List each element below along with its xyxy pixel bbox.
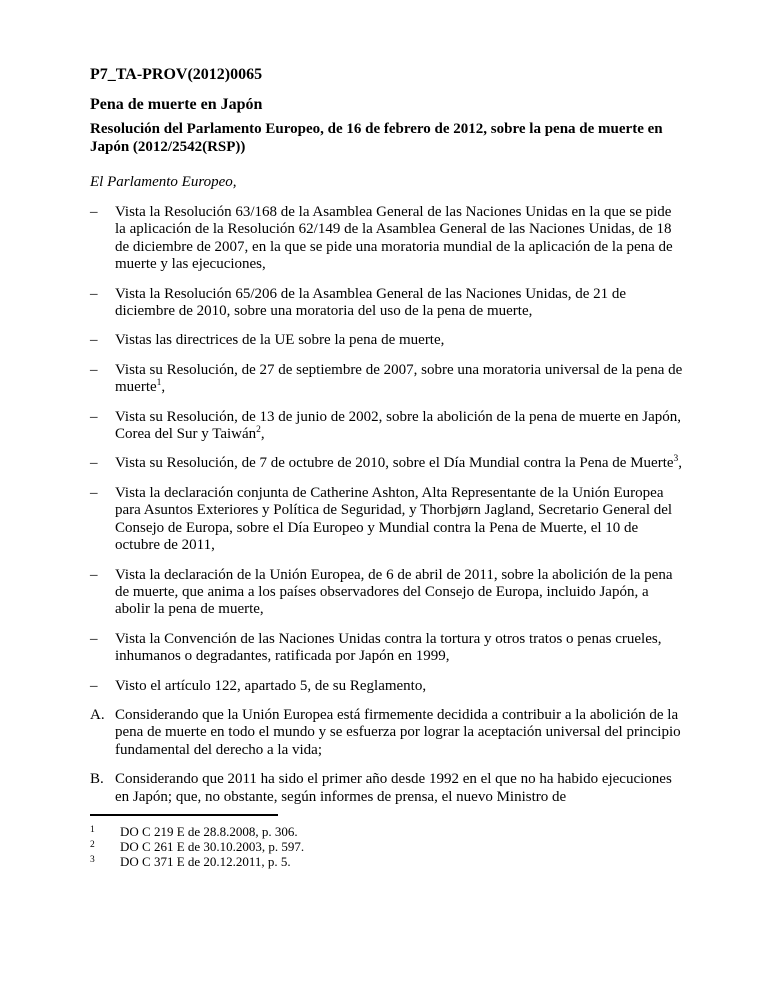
recitals-list: [90, 707, 685, 806]
footnote-number: 2: [90, 839, 95, 850]
footnote-text: DO C 219 E de 28.8.2008, p. 306.: [120, 823, 298, 839]
recital-item-b: [90, 771, 685, 806]
recital-marker: A.: [90, 706, 105, 723]
footnote-separator: [90, 814, 278, 816]
footnote-item: [90, 839, 685, 854]
dash-marker: –: [90, 285, 98, 302]
dash-marker: –: [90, 484, 98, 501]
footnote-ref-1: 1: [156, 378, 162, 389]
citation-text: Vista la declaración de la Unión Europea, de 6 de abril de 2011, sobre la abolición de la pena de muerte, que anima a los países observadores del Consejo de Europa, incluido Japón, a abolir la pena de muerte,: [115, 566, 673, 618]
recital-text: Considerando que 2011 ha sido el primer año desde 1992 en el que no ha habido ejecuciones en Japón; que, no obstante, según informes de prensa, el nuevo Ministro de: [115, 771, 672, 805]
footnote-item: [90, 824, 685, 839]
citation-item: [90, 678, 685, 695]
dash-marker: –: [90, 361, 98, 378]
citation-item: [90, 204, 685, 274]
footnote-text: DO C 261 E de 30.10.2003, p. 597.: [120, 838, 305, 854]
footnote-ref-3: 3: [673, 454, 679, 465]
footnote-number: 1: [90, 824, 95, 835]
recital-item-a: [90, 707, 685, 759]
dash-marker: –: [90, 455, 98, 472]
citation-item: [90, 455, 685, 472]
dash-marker: –: [90, 204, 98, 220]
dash-marker: –: [90, 566, 98, 583]
citation-item: [90, 485, 685, 555]
footnote-item: [90, 854, 685, 869]
citation-text: Vista su Resolución, de 13 de junio de 2002, sobre la abolición de la pena de muerte en Japón, Corea del Sur y Taiwán: [115, 408, 682, 443]
citation-item: [90, 332, 685, 349]
citations-list: [90, 204, 685, 695]
recital-marker: B.: [90, 771, 104, 788]
footnote-number: 3: [90, 854, 95, 865]
citation-item: [90, 567, 685, 619]
citation-text: Vista su Resolución, de 7 de octubre de 2010, sobre el Día Mundial contra la Pena de Muerte: [115, 455, 674, 472]
citation-item: [90, 286, 685, 321]
citation-text-tail: ,: [161, 379, 166, 396]
dash-marker: –: [90, 677, 98, 694]
footnote-ref-2: 2: [256, 425, 261, 436]
citation-item: [90, 362, 685, 397]
citation-text: Vistas las directrices de la UE sobre la pena de muerte,: [115, 332, 445, 349]
recital-text: Considerando que la Unión Europea está firmemente decidida a contribuir a la abolición de la pena de muerte en todo el mundo y se esfuerza por lograr la aceptación universal del principio fundamental del derecho a la vida;: [115, 706, 681, 758]
dash-marker: –: [90, 630, 98, 647]
citation-text-tail: ,: [260, 426, 265, 443]
doc-title: Pena de muerte en Japón: [90, 96, 263, 113]
citation-item: [90, 409, 685, 444]
footnote-text: DO C 371 E de 20.12.2011, p. 5.: [120, 853, 291, 869]
citation-text-tail: ,: [678, 455, 683, 472]
footnotes-section: [90, 814, 685, 869]
doc-subtitle: Resolución del Parlamento Europeo, de 16 de febrero de 2012, sobre la pena de muerte en Japón (2012/2542(RSP)): [90, 121, 663, 155]
citation-text: Vista la Resolución 63/168 de la Asamblea General de las Naciones Unidas en la que se pide la aplicación de la Resolución 62/149 de la Asamblea General de las Naciones Unidas, de 18 de diciembre de 2007, en la que se pide una moratoria mundial de la aplicación de la pena de muerte y las ejecuciones,: [115, 204, 673, 273]
citation-text: Vista la declaración conjunta de Catherine Ashton, Alta Representante de la Unión Europea para Asuntos Exteriores y Política de Seguridad, y Thorbjørn Jagland, Secretario General del Consejo de Europa, sobre el Día Europeo y Mundial contra la Pena de Muerte, el 10 de octubre de 2011,: [115, 484, 673, 554]
citation-text: Vista la Convención de las Naciones Unidas contra la tortura y otros tratos o penas crueles, inhumanos o degradantes, ratificada por Japón en 1999,: [115, 630, 662, 665]
dash-marker: –: [90, 332, 98, 349]
citation-text: Visto el artículo 122, apartado 5, de su Reglamento,: [115, 677, 427, 694]
doc-reference: P7_TA-PROV(2012)0065: [90, 66, 263, 83]
citation-text: Vista la Resolución 65/206 de la Asamblea General de las Naciones Unidas, de 21 de diciembre de 2010, sobre una moratoria del uso de la pena de muerte,: [115, 285, 627, 320]
citation-item: [90, 631, 685, 666]
dash-marker: –: [90, 408, 98, 425]
doc-intro: El Parlamento Europeo,: [90, 174, 237, 190]
citation-text: Vista su Resolución, de 27 de septiembre de 2007, sobre una moratoria universal de la pena de muerte: [115, 361, 683, 396]
